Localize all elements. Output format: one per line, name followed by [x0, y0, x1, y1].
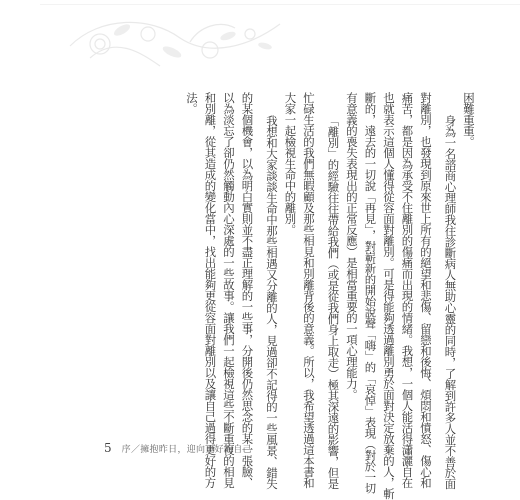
text-line: 和別離，從其造成的變化當中，找出能夠更從容面對離別以及讓自己過得更好的方 [203, 92, 218, 488]
text-line: 忙碌生活的我們無暇顧及那些相見和別離背後的意義。所以，我希望透過這本書和 [302, 92, 316, 488]
text-line: 對離別，也發現到原來世上所有的絕望和悲傷、留戀和後悔、煩悶和憤怒、傷心和 [419, 92, 433, 488]
text-line: 身為一名諮商心理師我往診斷病人無助心靈的同時，了解到許多人並不善於面 [443, 115, 458, 489]
page-footer [104, 438, 252, 458]
text-line: 以為淡忘了卻仍然觸動內心深處的一些故事。讓我們一起檢視這些不斷重複的相見 [222, 92, 236, 488]
page-top-rule [40, 4, 520, 5]
text-line: 斷的，遠去的一切說「再見」，對嶄新的開始說聲「嗨」的「哀悼」表現（對於一切 [363, 92, 378, 494]
page-number: 5 [104, 441, 112, 455]
running-title: 序／擁抱昨日，迎向更好的自己 [121, 444, 252, 455]
text-line: 痛苦，都是因為承受不住離別的傷痛而出現的情緒。我想，一個人能活得瀟灑自在 [400, 92, 415, 488]
text-line: 法。 [185, 92, 199, 114]
text-line: 大家一起檢視生命中的離別。 [283, 92, 298, 235]
text-line: 「離別」的經驗往往帶給我們（或是從我們身上取走）極其深遠的影響，但是 [326, 115, 341, 489]
text-line: 也就表示這個人懂得從容面對離別。可是得能夠透過離別勇於面對決定放棄的人，斬 [382, 92, 396, 499]
text-line: 有意義的喪失表現出的正常反應）是相當重要的一項心理能力。 [345, 92, 359, 400]
text-line: 我想和大家談談生命中那些相遇又分離的人，見過卻不記得的一些風景、錯失 [265, 115, 279, 489]
floral-ornament [60, 6, 290, 76]
text-line: 的某個機會，以為明白實則並不盡正理解的一些事，分開後仍然思念的某一張臉、 [240, 92, 255, 488]
text-line: 困難重重。 [462, 92, 476, 147]
